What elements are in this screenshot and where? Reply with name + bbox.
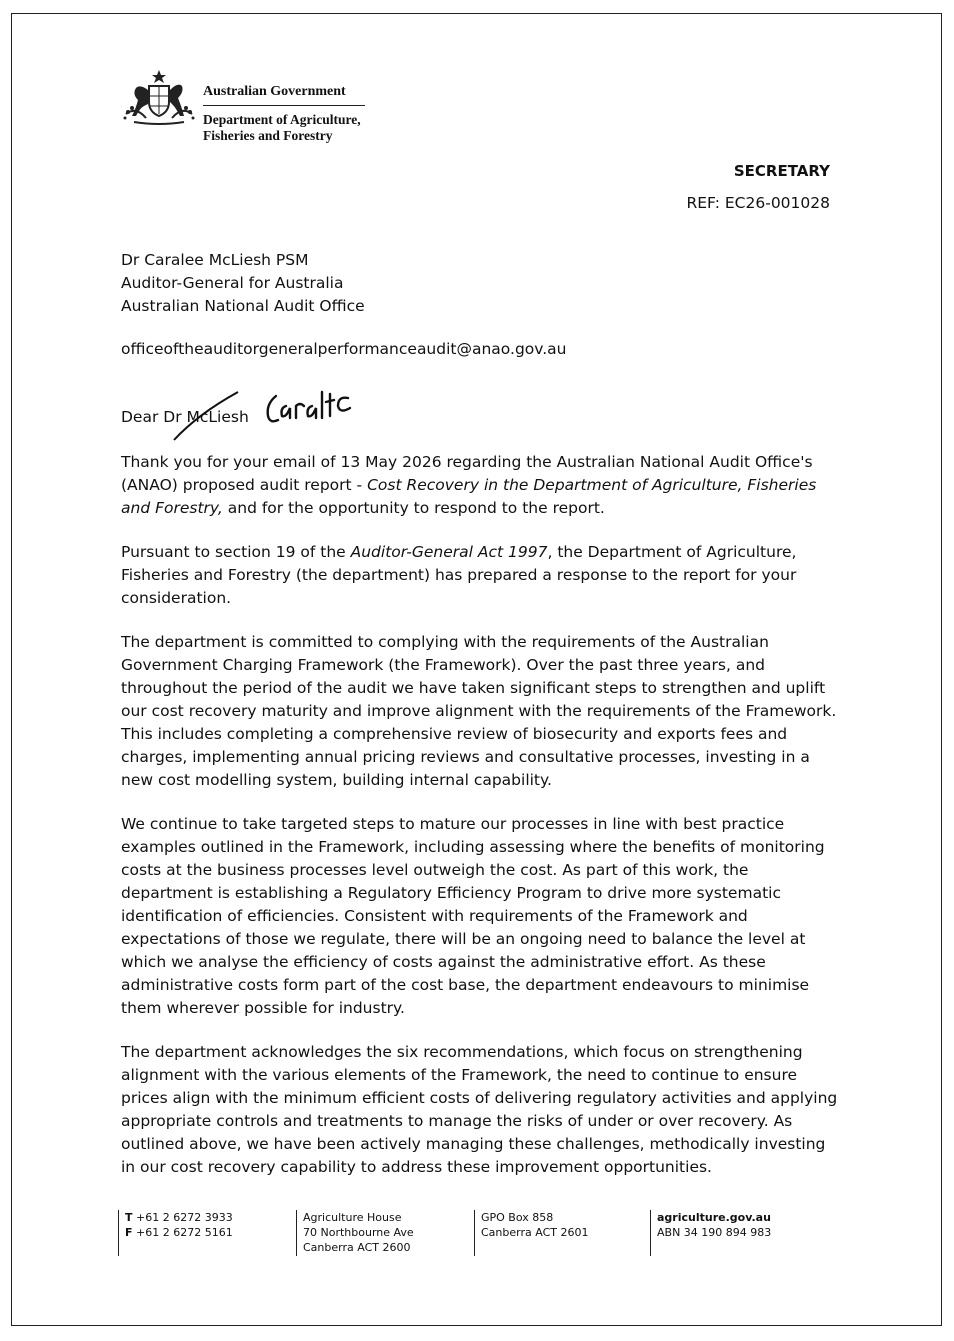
addressee-email: officeoftheauditorgeneralperformanceaudit@anao.gov.au	[121, 340, 567, 358]
handwritten-first-name	[262, 386, 354, 430]
addressee-block	[121, 249, 365, 318]
salutation-struck-name: McLiesh	[186, 408, 249, 426]
footer-fax: F +61 2 6272 5161	[125, 1226, 233, 1239]
addressee-title: Auditor-General for Australia	[121, 274, 344, 292]
handwritten-strikethrough	[168, 388, 244, 444]
footer-phone: T +61 2 6272 3933	[125, 1211, 233, 1224]
letter-body	[121, 451, 841, 1200]
paragraph-5: The department acknowledges the six recommendations, which focus on strengthening alignment with the various elements of the Framework, the need to continue to ensure prices align with the minimum efficient costs of delivering regulatory activities and applying appropriate controls and treatments to manage the risks of under or over recovery. As outlined above, we have been actively managing these challenges, methodically investing in our cost recovery capability to address these improvement opportunities.	[121, 1043, 838, 1176]
footer-postal-address: GPO Box 858 Canberra ACT 2601	[474, 1210, 588, 1256]
footer-street-address: Agriculture House 70 Northbourne Ave Canberra ACT 2600	[296, 1210, 414, 1256]
footer-website: agriculture.gov.au	[657, 1211, 771, 1224]
sender-role: SECRETARY	[733, 162, 830, 180]
department-name-line2: Fisheries and Forestry	[203, 128, 333, 143]
footer-web	[650, 1210, 771, 1256]
footer-abn: ABN 34 190 894 983	[657, 1226, 772, 1239]
footer	[118, 1210, 838, 1256]
paragraph-1: Thank you for your email of 13 May 2026 regarding the Australian National Audit Office's (ANAO) proposed audit report - Cost Recovery in the Department of Agriculture, Fisheries and Forestry, and for the opportunity to respond to the report.	[121, 453, 817, 517]
reference-number: REF: EC26-001028	[686, 194, 830, 212]
coat-of-arms-icon	[122, 68, 196, 126]
salutation-prefix: Dear Dr	[121, 408, 187, 426]
department-name-line1: Department of Agriculture,	[203, 112, 361, 127]
report-title: Cost Recovery in the Department of Agriculture, Fisheries and Forestry,	[121, 476, 817, 517]
act-title: Auditor-General Act 1997	[350, 543, 548, 561]
agency-name	[203, 84, 365, 144]
addressee-name: Dr Caralee McLiesh PSM	[121, 251, 309, 269]
footer-contact	[118, 1210, 233, 1256]
paragraph-2: Pursuant to section 19 of the Auditor-General Act 1997, the Department of Agriculture, Fisheries and Forestry (the department) has prepared a response to the report for your consideration.	[121, 543, 797, 607]
addressee-organisation: Australian National Audit Office	[121, 297, 365, 315]
paragraph-4: We continue to take targeted steps to mature our processes in line with best practice examples outlined in the Framework, including assessing where the benefits of monitoring costs at the business processes level outweigh the cost. As part of this work, the department is establishing a Regulatory Efficiency Program to drive more systematic identification of efficiencies. Consistent with requirements of the Framework and expectations of those we regulate, there will be an ongoing need to balance the level at which we analyse the efficiency of costs against the administrative effort. As these administrative costs form part of the cost base, the department endeavours to minimise them wherever possible for industry.	[121, 815, 825, 1017]
government-name: Australian Government	[203, 84, 365, 106]
paragraph-3: The department is committed to complying with the requirements of the Australian Government Charging Framework (the Framework). Over the past three years, and throughout the period of the audit we have taken significant steps to strengthen and uplift our cost recovery maturity and improve alignment with the requirements of the Framework. This includes completing a comprehensive review of biosecurity and exports fees and charges, implementing annual pricing reviews and consultative processes, investing in a new cost modelling system, building internal capability.	[121, 633, 837, 789]
